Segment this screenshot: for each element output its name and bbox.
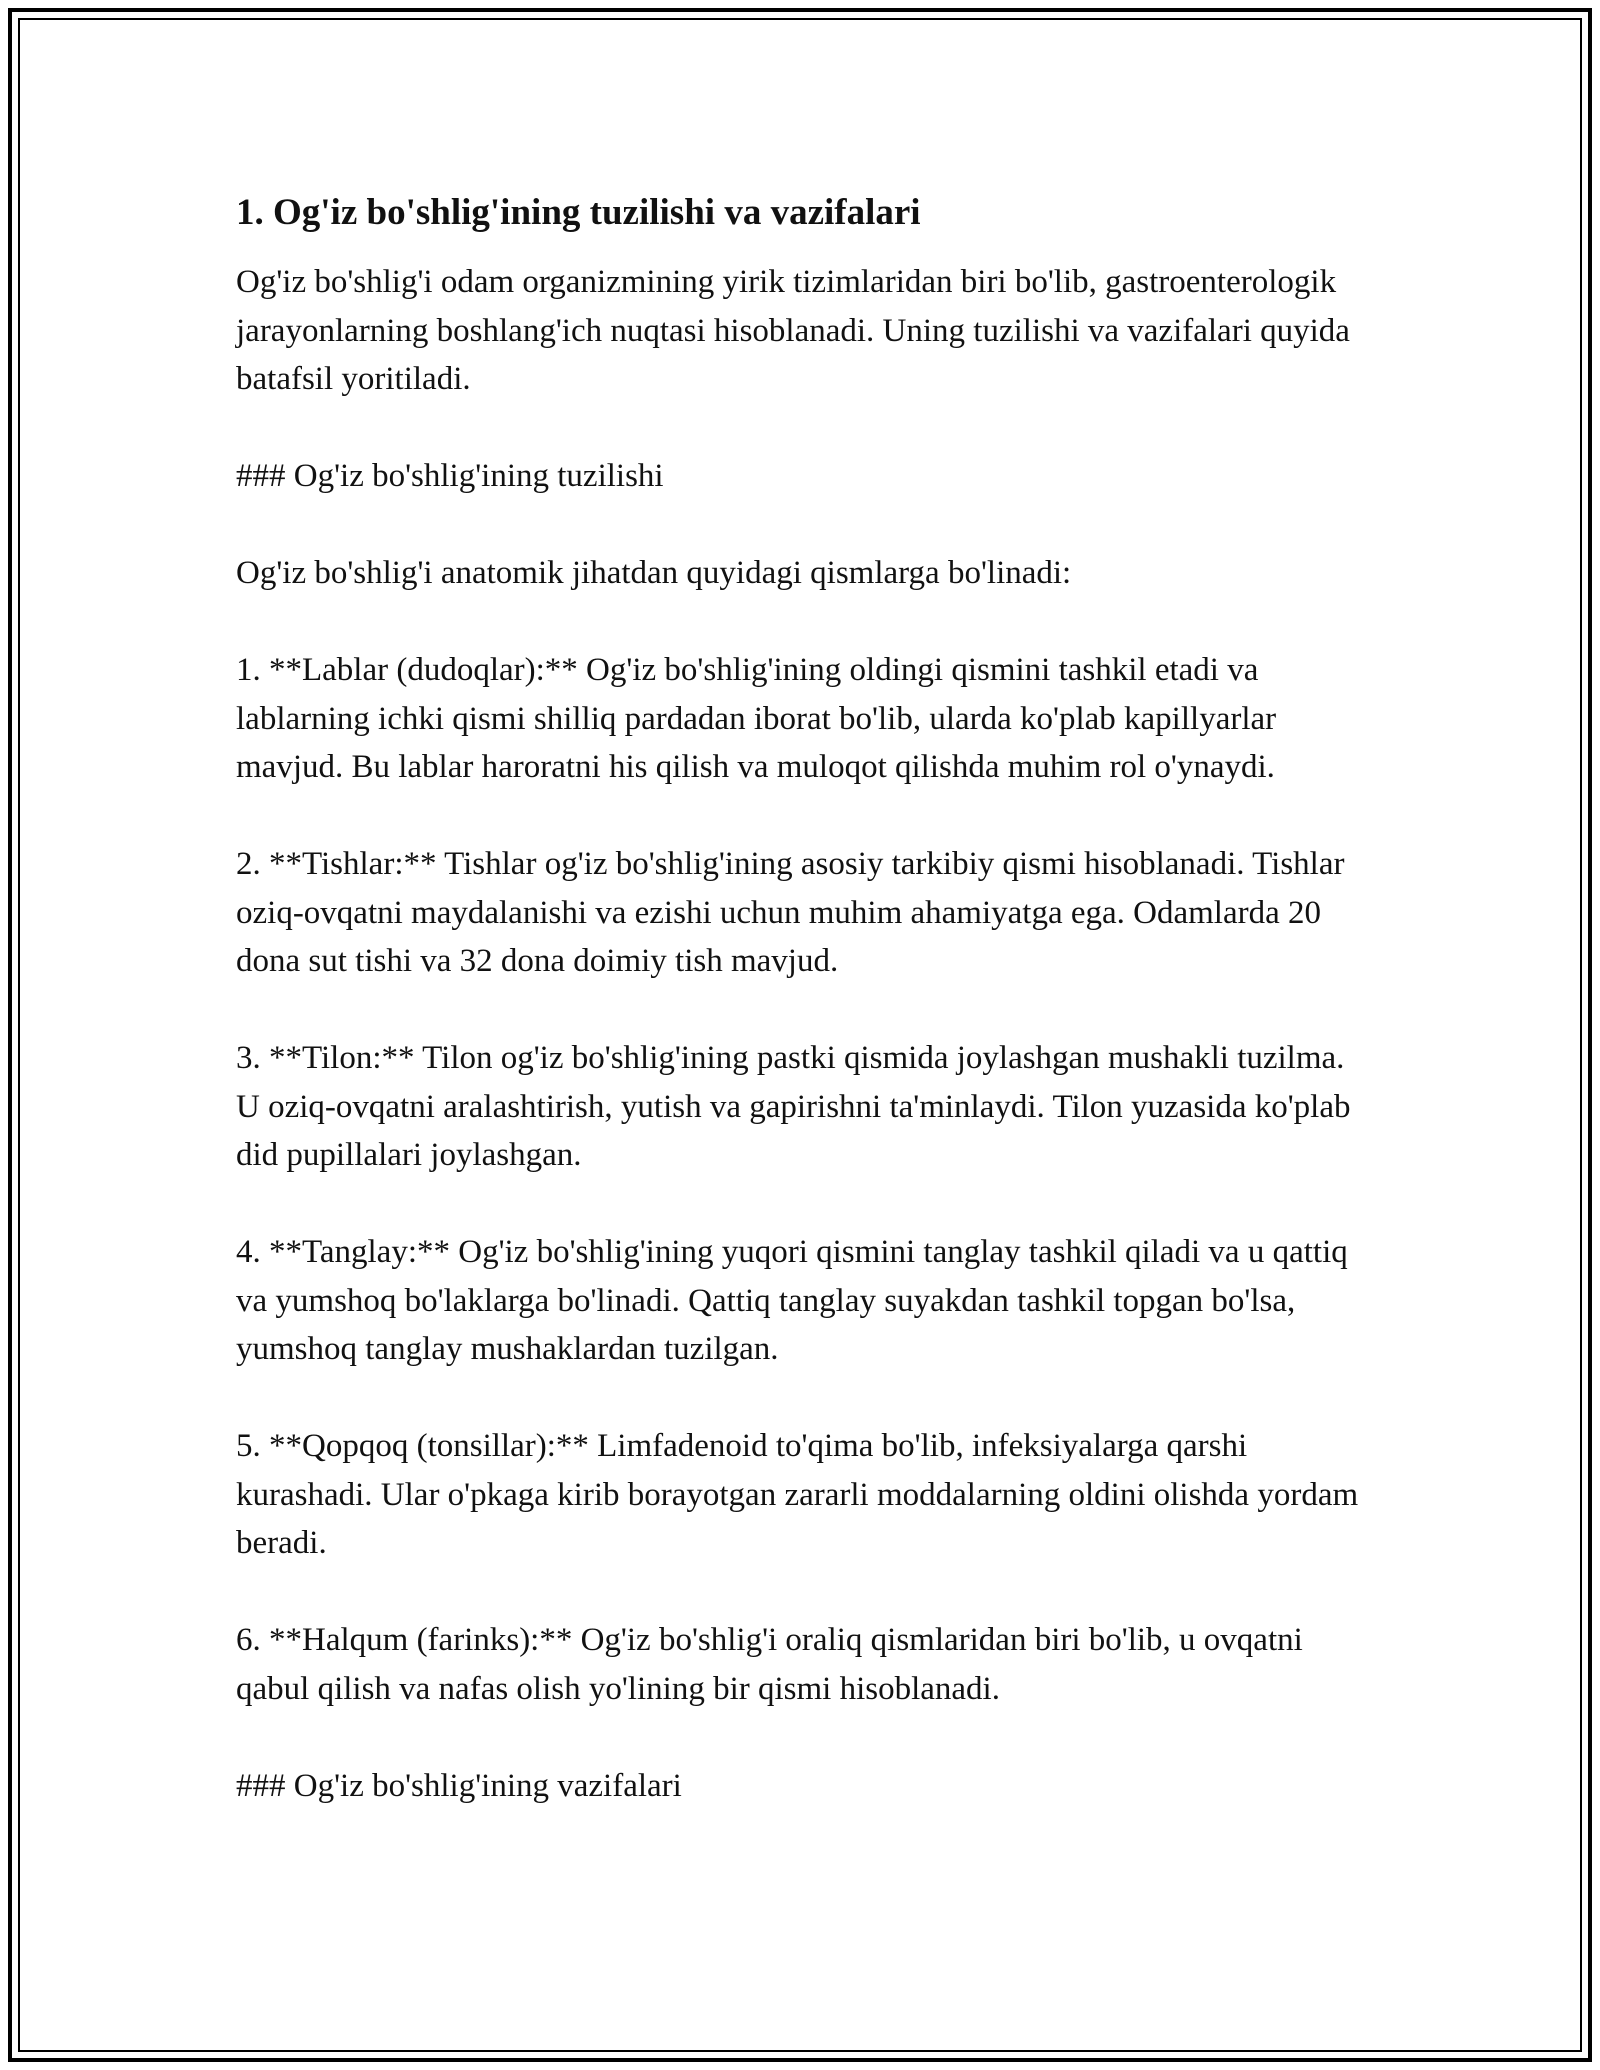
functions-heading: ### Og'iz bo'shlig'ining vazifalari [236,1767,682,1804]
document-title: 1. Og'iz bo'shlig'ining tuzilishi va vazifalari [236,192,921,233]
document-body [236,188,1366,1859]
list-item-tongue: 3. **Tilon:** Tilon og'iz bo'shlig'ining pastki qismida joylashgan mushakli tuzilma. U oziq-ovqatni aralashtirish, yutish va gapirishni ta'minlaydi. Tilon yuzasida ko'plab did pupillalari joylashgan. [236,1040,1351,1173]
list-item-tonsils: 5. **Qopqoq (tonsillar):** Limfadenoid to'qima bo'lib, infeksiyalarga qarshi kurashadi. Ular o'pkaga kirib borayotgan zararli moddalarning oldini olishda yordam beradi. [236,1428,1359,1561]
list-item-palate: 4. **Tanglay:** Og'iz bo'shlig'ining yuqori qismini tanglay tashkil qiladi va u qattiq va yumshoq bo'laklarga bo'linadi. Qattiq tanglay suyakdan tashkil topgan bo'lsa, yumshoq tanglay mushaklardan tuzilgan. [236,1234,1348,1367]
intro-paragraph: Og'iz bo'shlig'i odam organizmining yirik tizimlaridan biri bo'lib, gastroenterologik jarayonlarning boshlang'ich nuqtasi hisoblanadi. Uning tuzilishi va vazifalari quyida batafsil yoritiladi. [236,264,1350,397]
structure-intro-paragraph: Og'iz bo'shlig'i anatomik jihatdan quyidagi qismlarga bo'linadi: [236,555,1072,591]
list-item-lips: 1. **Lablar (dudoqlar):** Og'iz bo'shlig'ining oldingi qismini tashkil etadi va lablarning ichki qismi shilliq pardadan iborat bo'lib, ularda ko'plab kapillyarlar mavjud. Bu lablar haroratni his qilish va muloqot qilishda muhim rol o'ynaydi. [236,652,1277,785]
structure-heading: ### Og'iz bo'shlig'ining tuzilishi [236,458,664,494]
list-item-teeth: 2. **Tishlar:** Tishlar og'iz bo'shlig'ining asosiy tarkibiy qismi hisoblanadi. Tishlar oziq-ovqatni maydalanishi va ezishi uchun muhim ahamiyatga ega. Odamlarda 20 dona sut tishi va 32 dona doimiy tish mavjud. [236,846,1345,979]
list-item-pharynx: 6. **Halqum (farinks):** Og'iz bo'shlig'i oraliq qismlaridan biri bo'lib, u ovqatni qabul qilish va nafas olish yo'lining bir qismi hisoblanadi. [236,1622,1303,1707]
